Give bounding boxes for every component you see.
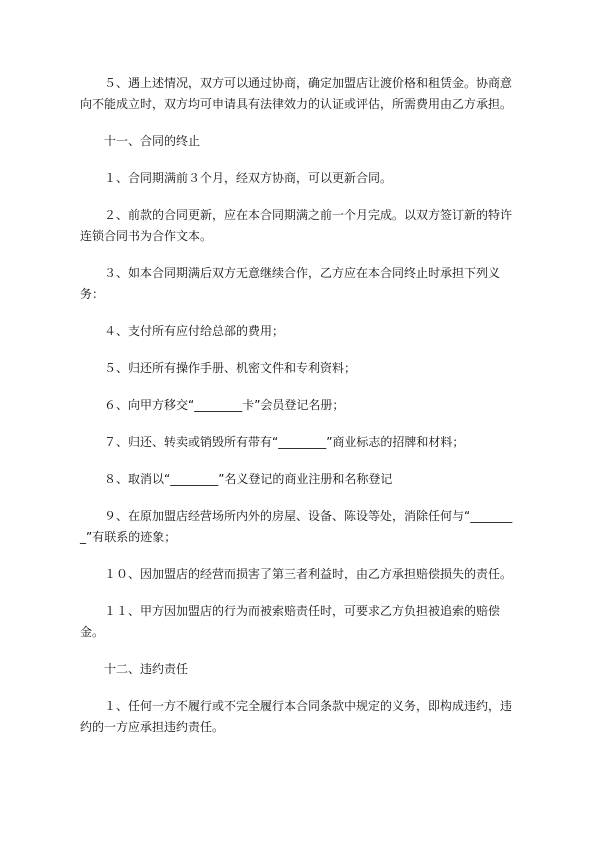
paragraph-clause-11-7: ７、归还、转卖或销毁所有带有“________”商业标志的招牌和材料； (104, 435, 465, 449)
paragraph-clause-11-9: ９、在原加盟店经营场所内外的房屋、设备、陈设等处，消除任何与“________”有联系的迹象； (80, 509, 513, 544)
section-heading-breach-liability: 十二、违约责任 (104, 662, 189, 676)
paragraph-clause-11-3: ３、如本合同期满后双方无意继续合作，乙方应在本合同终止时承担下列义务： (80, 266, 501, 301)
paragraph-clause-11-5: ５、归还所有操作手册、机密文件和专利资料； (104, 361, 357, 375)
paragraph-clause-11-1: １、合同期满前３个月，经双方协商，可以更新合同。 (104, 171, 393, 185)
paragraph-clause-10-5: ５、遇上述情况，双方可以通过协商，确定加盟店让渡价格和租赁金。协商意向不能成立时，双方均可申请具有法律效力的认证或评估，所需费用由乙方承担。 (80, 76, 513, 111)
paragraph-clause-11-4: ４、支付所有应付给总部的费用； (104, 324, 285, 338)
paragraph-clause-11-6: ６、向甲方移交“________卡”会员登记名册； (104, 398, 345, 412)
paragraph-clause-11-10: １０、因加盟店的经营而损害了第三者利益时，由乙方承担赔偿损失的责任。 (104, 567, 513, 581)
section-heading-termination: 十一、合同的终止 (104, 134, 201, 148)
paragraph-clause-12-1: １、任何一方不履行或不完全履行本合同条款中规定的义务，即构成违约，违约的一方应承担违约责任。 (80, 699, 513, 734)
paragraph-clause-11-2: ２、前款的合同更新，应在本合同期满之前一个月完成。以双方签订新的特许连锁合同书为合作文本。 (80, 208, 513, 243)
document-body (80, 73, 522, 754)
paragraph-clause-11-11: １１、甲方因加盟店的行为而被索赔责任时，可要求乙方负担被追索的赔偿金。 (80, 604, 501, 639)
paragraph-clause-11-8: ８、取消以“________”名义登记的商业注册和名称登记 (104, 472, 393, 486)
